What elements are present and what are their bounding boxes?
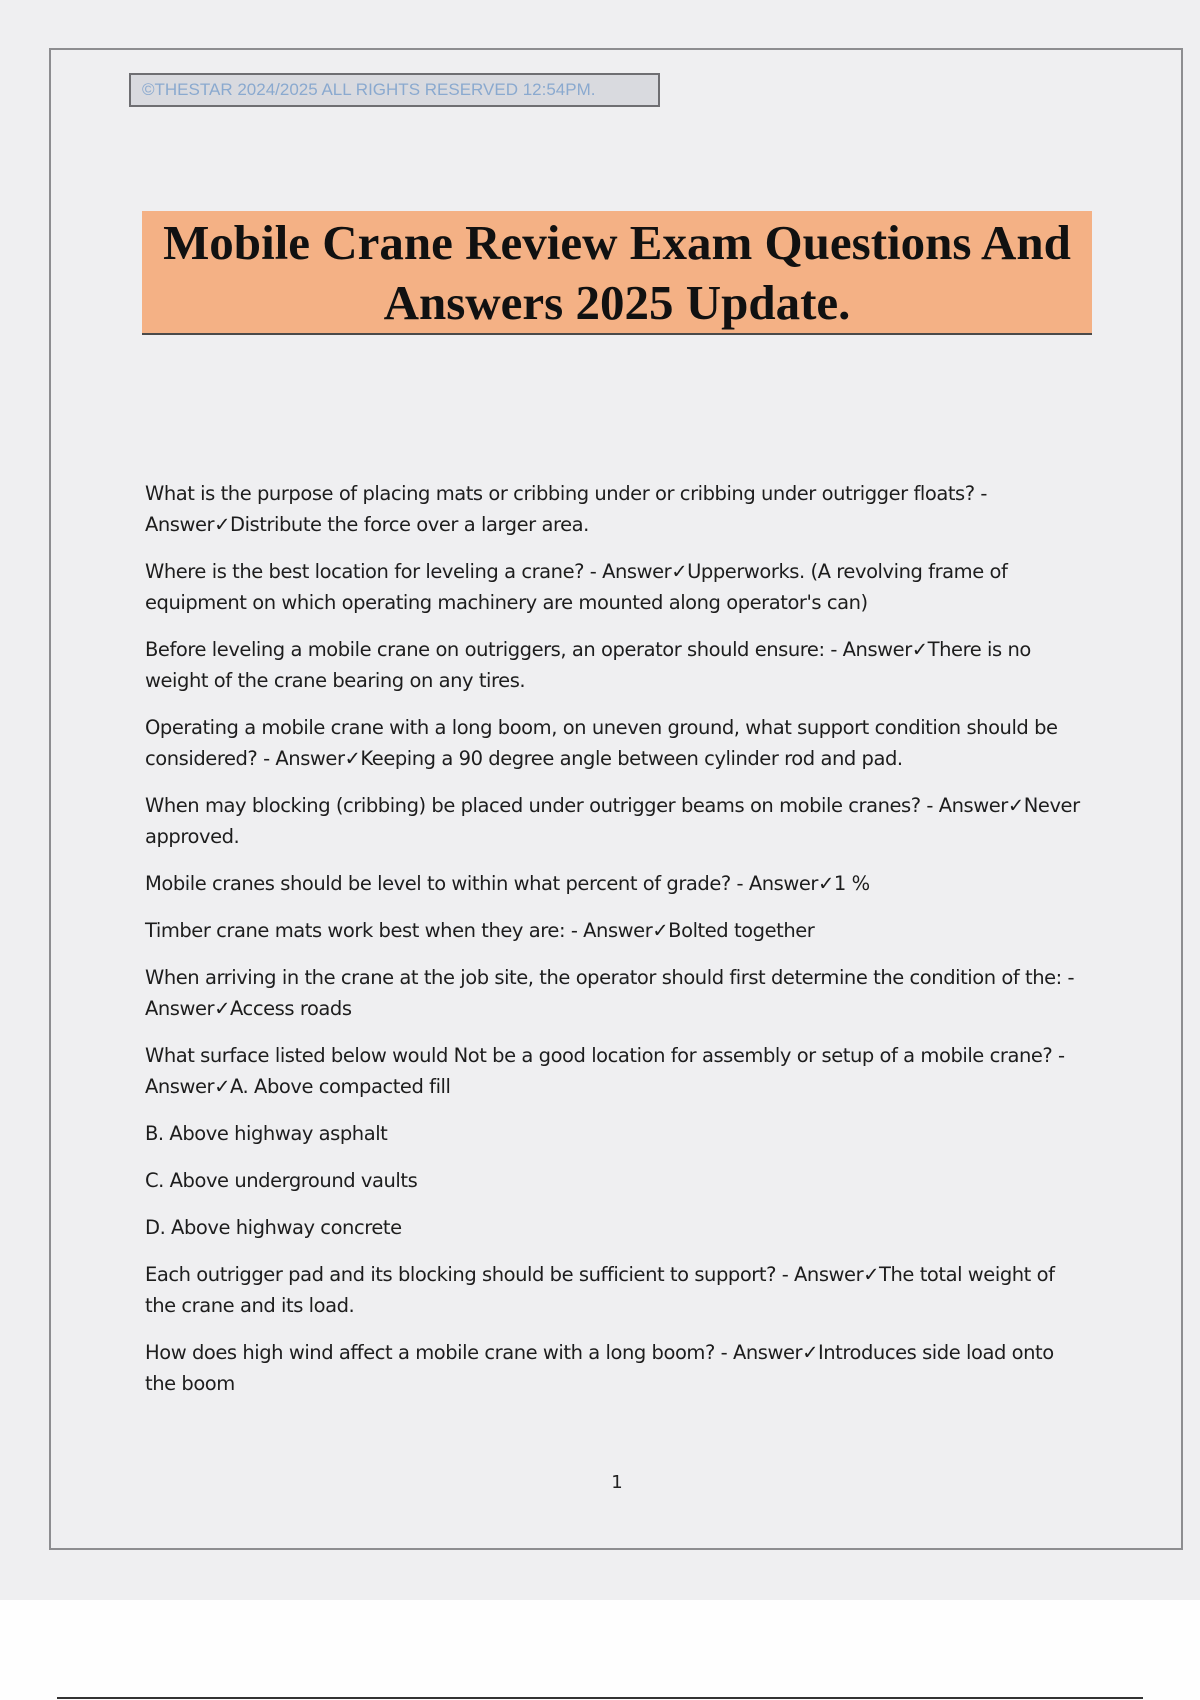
title-line-2: Answers 2025 Update. bbox=[383, 275, 851, 330]
qa-item: Each outrigger pad and its blocking should be sufficient to support? - Answer✓The total weight of the crane and its load. bbox=[145, 1263, 1055, 1317]
qa-item: What surface listed below would Not be a good location for assembly or setup of a mobile crane? - Answer✓A. Above compacted fill bbox=[145, 1044, 1065, 1098]
qa-item: Mobile cranes should be level to within what percent of grade? - Answer✓1 % bbox=[145, 872, 870, 895]
qa-item: Where is the best location for leveling a crane? - Answer✓Upperworks. (A revolving frame of equipment on which operating machinery are mounted along operator's can) bbox=[145, 560, 1008, 614]
qa-item: Operating a mobile crane with a long boom, on uneven ground, what support condition should be considered? - Answer✓Keeping a 90 degree angle between cylinder rod and pad. bbox=[145, 716, 1058, 770]
qa-item: How does high wind affect a mobile crane with a long boom? - Answer✓Introduces side load onto the boom bbox=[145, 1341, 1054, 1395]
title-banner bbox=[142, 211, 1092, 335]
qa-item: Timber crane mats work best when they are: - Answer✓Bolted together bbox=[145, 919, 815, 942]
qa-option: C. Above underground vaults bbox=[145, 1169, 418, 1192]
qa-item: When arriving in the crane at the job site, the operator should first determine the condition of the: - Answer✓Access roads bbox=[145, 966, 1075, 1020]
qa-item: When may blocking (cribbing) be placed under outrigger beams on mobile cranes? - Answer✓Never approved. bbox=[145, 794, 1080, 848]
qa-list bbox=[145, 478, 1090, 1415]
qa-item: What is the purpose of placing mats or cribbing under or cribbing under outrigger floats? - Answer✓Distribute the force over a larger area. bbox=[145, 482, 987, 536]
bottom-divider bbox=[57, 1697, 1143, 1699]
copyright-banner: ©THESTAR 2024/2025 ALL RIGHTS RESERVED 12:54PM. bbox=[129, 73, 660, 107]
qa-option: D. Above highway concrete bbox=[145, 1216, 402, 1239]
page-number: 1 bbox=[611, 1472, 623, 1493]
qa-item: Before leveling a mobile crane on outriggers, an operator should ensure: - Answer✓There is no weight of the crane bearing on any tires. bbox=[145, 638, 1031, 692]
qa-option: B. Above highway asphalt bbox=[145, 1122, 388, 1145]
title-line-1: Mobile Crane Review Exam Questions And bbox=[163, 215, 1071, 270]
